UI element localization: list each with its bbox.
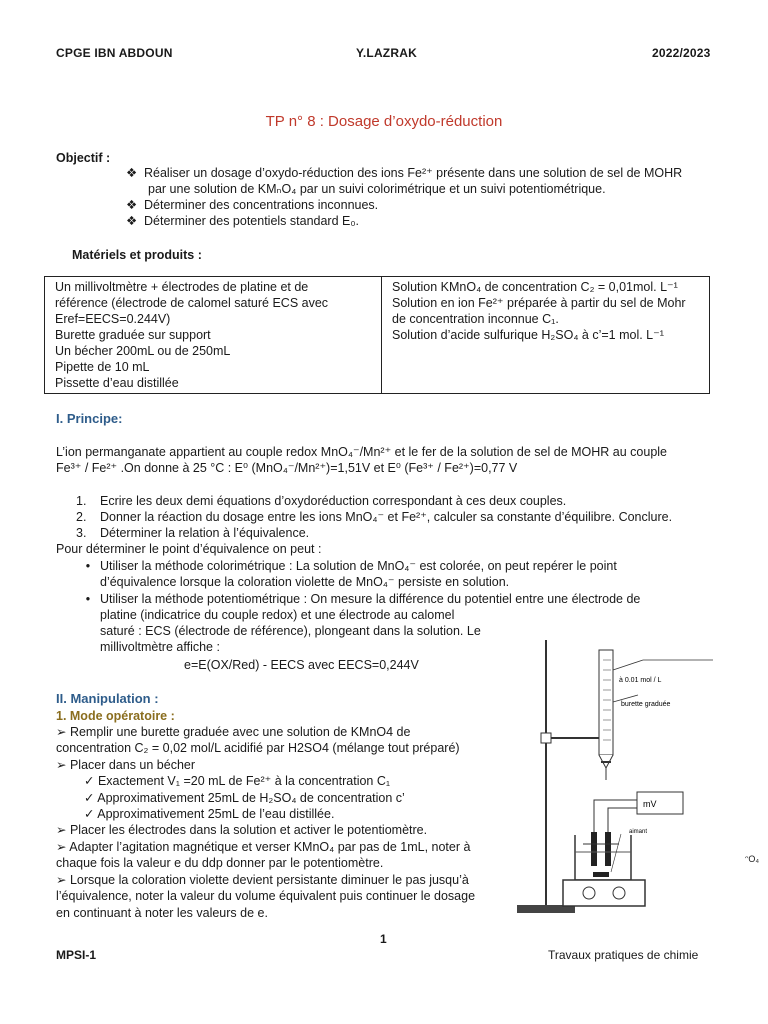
footer-subject: Travaux pratiques de chimie <box>548 948 699 962</box>
step-fill-burette-cont: concentration C₂ = 0,02 mol/L acidifié par H2SO4 (mélange tout préparé) <box>56 741 460 755</box>
aimant-leader <box>611 834 621 872</box>
objectif-label: Objectif : <box>56 151 111 165</box>
check-icon: ✓ <box>84 791 98 805</box>
burette <box>599 650 613 755</box>
step-agitation-cont: chaque fois la valeur e du ddp donner par le potentiomètre. <box>56 856 384 870</box>
header-author: Y.LAZRAK <box>356 46 417 60</box>
objectif-item-3: ❖ Déterminer des potentiels standard E₀. <box>126 214 360 228</box>
step-coloration-cont-1: l’équivalence, noter la valeur du volume équivalent puis continuer le dosage <box>56 889 476 903</box>
materiels-label: Matériels et produits : <box>72 248 202 262</box>
arrow-bullet-icon: ➢ <box>56 823 70 837</box>
label-leader-1 <box>613 660 643 670</box>
burette-concentration-label: à 0.01 mol / L <box>619 677 662 684</box>
question-2: 2. Donner la réaction du dosage entre les ions MnO₄⁻ et Fe²⁺, calculer sa constante d’équilibre. Conclure. <box>76 510 673 524</box>
diamond-bullet-icon: ❖ <box>126 198 138 212</box>
arrow-bullet-icon: ➢ <box>56 840 70 854</box>
arrow-bullet-icon: ➢ <box>56 725 70 739</box>
aimant-label: aimant <box>629 829 648 835</box>
step-coloration-cont-2: en continuant à noter les valeurs de e. <box>56 906 268 920</box>
method-colorimetric-cont: d’équivalence lorsque la coloration violette de MnO₄⁻ persiste en solution. <box>100 575 510 589</box>
principe-p1: L’ion permanganate appartient au couple redox MnO₄⁻/Mn²⁺ et le fer de la solution de sel de MOHR au couple <box>56 445 668 459</box>
electrode-platinum <box>591 832 597 866</box>
step-electrodes: ➢ Placer les électrodes dans la solution et activer le potentiomètre. <box>56 823 428 837</box>
electrode-calomel <box>605 832 611 866</box>
method-potentiometric-cont-2: saturé : ECS (électrode de référence), plongeant dans la solution. Le <box>100 624 481 638</box>
wire-2 <box>608 808 637 840</box>
materiels-table <box>44 276 710 394</box>
burette-label: burette graduée <box>621 701 671 708</box>
substep-fe: ✓ Exactement V₁ =20 mL de Fe²⁺ à la concentration C₁ <box>84 774 391 788</box>
arrow-bullet-icon: ➢ <box>56 873 70 887</box>
question-3: 3. Déterminer la relation à l’équivalence. <box>76 526 310 540</box>
step-becher: ➢ Placer dans un bécher <box>56 758 196 772</box>
manipulation-heading: II. Manipulation : <box>56 691 159 706</box>
stirrer-knob-1 <box>583 887 595 899</box>
clamp-knob <box>541 733 551 743</box>
method-potentiometric-cont-3: millivoltmètre affiche : <box>100 640 220 654</box>
bullet-icon: • <box>85 559 91 573</box>
principe-heading: I. Principe: <box>56 411 123 426</box>
step-fill-burette: ➢ Remplir une burette graduée avec une solution de KMnO4 de <box>56 725 411 739</box>
objectif-item-1: ❖ Réaliser un dosage d’oxydo-réduction des ions Fe²⁺ présente dans une solution de sel de MOHR <box>126 166 683 180</box>
materiels-right-cell: Solution KMnO₄ de concentration C₂ = 0,01mol. L⁻¹ Solution en ion Fe²⁺ préparée à partir du sel de Mohr de concentration inconnue C₁. Solution d’acide sulfurique H₂SO₄ à c’=1 mol. L⁻¹ <box>382 277 710 394</box>
materiels-left-cell: Un millivoltmètre + électrodes de platine et de référence (électrode de calomel saturé ECS avec Eref=EECS=0.244V) Burette graduée sur support Un bécher 200mL ou de 250mL Pipette de 10 mL Pissette d’eau distillée <box>45 277 382 394</box>
stir-bar <box>593 872 609 877</box>
figure-side-text: ᵔO₄ <box>745 854 760 864</box>
page-number: 1 <box>380 932 387 946</box>
method-potentiometric-cont-1: platine (indicatrice du couple redox) et une électrode au calomel <box>100 608 455 622</box>
arrow-bullet-icon: ➢ <box>56 758 70 772</box>
bullet-icon: • <box>85 592 91 606</box>
step-agitation: ➢ Adapter l’agitation magnétique et verser KMnO₄ par pas de 1mL, noter à <box>56 840 471 854</box>
principe-p2: Fe³⁺ / Fe²⁺ .On donne à 25 °C : E⁰ (MnO₄⁻/Mn²⁺)=1,51V et E⁰ (Fe³⁺ / Fe²⁺)=0,77 V <box>56 461 518 475</box>
check-icon: ✓ <box>84 774 98 788</box>
method-colorimetric: • Utiliser la méthode colorimétrique : La solution de MnO₄⁻ est colorée, on peut repérer le point <box>76 558 617 574</box>
millivoltmeter-label: mV <box>643 799 657 809</box>
stirrer-knob-2 <box>613 887 625 899</box>
step-coloration: ➢ Lorsque la coloration violette devient persistante diminuer le pas jusqu’à <box>56 873 469 887</box>
principe-p3: Pour déterminer le point d’équivalence on peut : <box>56 542 322 556</box>
header-school: CPGE IBN ABDOUN <box>56 46 173 60</box>
objectif-item-2: ❖ Déterminer des concentrations inconnues. <box>126 198 379 212</box>
formula: e=E(OX/Red) - EECS avec EECS=0,244V <box>184 658 419 672</box>
substep-eau: ✓ Approximativement 25mL de l’eau distillée. <box>84 807 335 821</box>
substep-h2so4: ✓ Approximativement 25mL de H₂SO₄ de concentration c’ <box>84 791 405 805</box>
diamond-bullet-icon: ❖ <box>126 166 138 180</box>
page-title: TP n° 8 : Dosage d’oxydo-réduction <box>265 113 503 130</box>
magnetic-stirrer <box>563 880 645 906</box>
method-potentiometric: • Utiliser la méthode potentiométrique : On mesure la différence du potentiel entre une électrode de <box>76 591 640 607</box>
mode-operatoire-heading: 1. Mode opératoire : <box>56 709 175 723</box>
check-icon: ✓ <box>84 807 98 821</box>
header-year: 2022/2023 <box>652 46 711 60</box>
question-1: 1. Ecrire les deux demi équations d’oxydoréduction correspondant à ces deux couples. <box>76 494 567 508</box>
footer-class: MPSI-1 <box>56 948 97 962</box>
diamond-bullet-icon: ❖ <box>126 214 138 228</box>
objectif-item-1-cont: par une solution de KMₙO₄ par un suivi colorimétrique et un suivi potentiométrique. <box>148 182 606 196</box>
titration-setup-figure <box>513 640 739 918</box>
